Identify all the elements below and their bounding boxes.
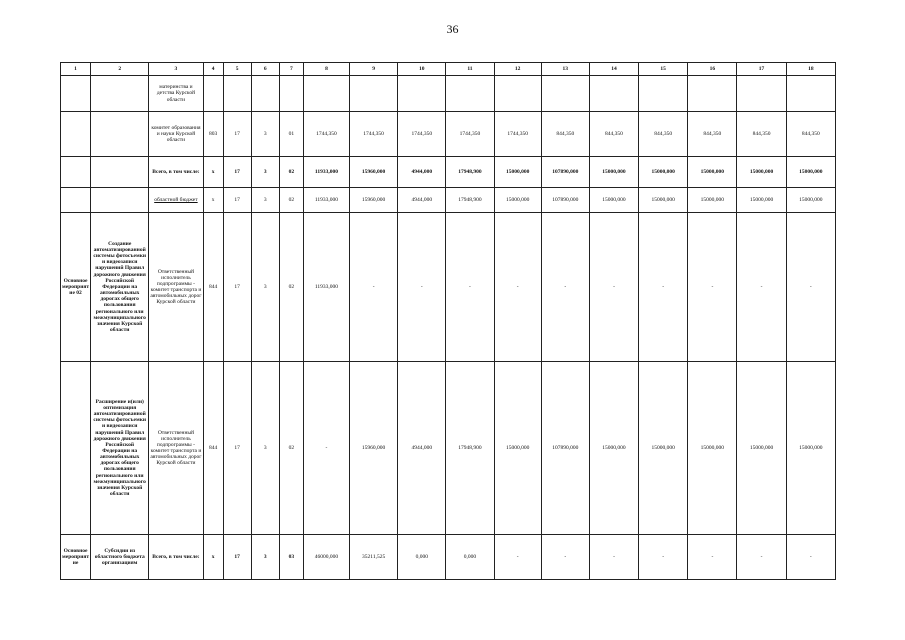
- table-cell: 3: [251, 188, 279, 213]
- table-cell: 844,350: [589, 112, 638, 157]
- header-cell: 16: [688, 63, 737, 76]
- table-cell: [251, 76, 279, 112]
- table-cell: [61, 112, 91, 157]
- table-cell: 11933,000: [303, 157, 349, 188]
- page-number: 36: [446, 22, 459, 36]
- table-cell: 15000,000: [494, 157, 541, 188]
- header-cell: 11: [446, 63, 494, 76]
- table-cell: Субсидии из областного бюджета организациям: [91, 535, 149, 580]
- table-cell: 02: [279, 188, 303, 213]
- table-cell: [589, 76, 638, 112]
- table-cell: 15000,000: [737, 157, 786, 188]
- table-cell: Расширение и(или) оптимизация автоматизированной системы фотосъемки и видеозаписи нарушений Правил дорожного движения Российской Федерации на автомобильных дорогах общего пользования регионального или межмуниципального значения Курской области: [91, 362, 149, 535]
- table-cell: областной бюджет: [149, 188, 203, 213]
- table-cell: 4944,000: [398, 362, 446, 535]
- table-cell: 15000,000: [639, 188, 688, 213]
- table-cell: 15960,000: [350, 157, 398, 188]
- header-cell: 10: [398, 63, 446, 76]
- table-cell: [303, 76, 349, 112]
- table-cell: -: [398, 213, 446, 362]
- table-cell: 3: [251, 112, 279, 157]
- table-cell: 17: [223, 112, 251, 157]
- table-cell: 15000,000: [688, 362, 737, 535]
- table-cell: -: [737, 213, 786, 362]
- table-cell: -: [786, 535, 835, 580]
- table-row: [61, 157, 836, 188]
- budget-table: [60, 62, 836, 580]
- table-cell: 02: [279, 213, 303, 362]
- table-cell: -: [494, 213, 541, 362]
- table-cell: 11933,000: [303, 213, 349, 362]
- table-cell: 4944,000: [398, 157, 446, 188]
- table-cell: 3: [251, 213, 279, 362]
- table-cell: 17948,900: [446, 157, 494, 188]
- table-cell: 15000,000: [786, 362, 835, 535]
- table-cell: 803: [203, 112, 223, 157]
- table-cell: комитет образования и науки Курской области: [149, 112, 203, 157]
- table-cell: 1744,350: [303, 112, 349, 157]
- table-cell: [688, 76, 737, 112]
- table-cell: Ответственный исполнитель подпрограммы - комитет транспорта и автомобильных дорог Курской области: [149, 362, 203, 535]
- table-cell: 17: [223, 362, 251, 535]
- table-cell: 844,350: [688, 112, 737, 157]
- table-row: [61, 188, 836, 213]
- table-cell: 15000,000: [494, 188, 541, 213]
- table-cell: [350, 76, 398, 112]
- header-cell: 4: [203, 63, 223, 76]
- table-cell: 844,350: [737, 112, 786, 157]
- header-cell: 17: [737, 63, 786, 76]
- table-cell: 107890,000: [541, 157, 589, 188]
- table-cell: [398, 76, 446, 112]
- table-cell: 46000,000: [303, 535, 349, 580]
- table-cell: 15000,000: [589, 188, 638, 213]
- table-cell: -: [589, 535, 638, 580]
- table-cell: 17: [223, 188, 251, 213]
- table-cell: 17948,900: [446, 362, 494, 535]
- header-cell: 18: [786, 63, 835, 76]
- header-row: [61, 63, 836, 76]
- header-cell: 1: [61, 63, 91, 76]
- table-cell: 15000,000: [737, 188, 786, 213]
- table-cell: 844: [203, 213, 223, 362]
- header-cell: 13: [541, 63, 589, 76]
- table-cell: 15000,000: [688, 157, 737, 188]
- table-cell: Ответственный исполнитель подпрограммы - комитет транспорта и автомобильных дорог Курской области: [149, 213, 203, 362]
- table-cell: 0,000: [446, 535, 494, 580]
- table-cell: 844: [203, 362, 223, 535]
- table-cell: -: [688, 535, 737, 580]
- table-cell: [91, 112, 149, 157]
- header-cell: 15: [639, 63, 688, 76]
- table-cell: 1744,350: [446, 112, 494, 157]
- table-cell: х: [203, 535, 223, 580]
- header-cell: 12: [494, 63, 541, 76]
- table-row: [61, 112, 836, 157]
- table-row: [61, 362, 836, 535]
- table-cell: [541, 76, 589, 112]
- table-cell: [61, 188, 91, 213]
- table-row: [61, 535, 836, 580]
- header-cell: 6: [251, 63, 279, 76]
- table-cell: [61, 157, 91, 188]
- table-cell: 17948,900: [446, 188, 494, 213]
- table-cell: 17: [223, 535, 251, 580]
- table-cell: 15960,000: [350, 362, 398, 535]
- table-cell: -: [639, 213, 688, 362]
- table-cell: [91, 157, 149, 188]
- table-cell: х: [203, 188, 223, 213]
- table-cell: 1744,350: [350, 112, 398, 157]
- table-cell: [91, 76, 149, 112]
- table-cell: 15000,000: [639, 362, 688, 535]
- table-cell: 107890,000: [541, 362, 589, 535]
- table-cell: 15000,000: [494, 362, 541, 535]
- table-cell: [786, 76, 835, 112]
- table-cell: [91, 188, 149, 213]
- header-cell: 9: [350, 63, 398, 76]
- table-cell: 15960,000: [350, 188, 398, 213]
- table-cell: 844,350: [541, 112, 589, 157]
- table-cell: Основное мероприятие: [61, 535, 91, 580]
- header-cell: 7: [279, 63, 303, 76]
- table-cell: 15000,000: [589, 157, 638, 188]
- table-cell: [639, 76, 688, 112]
- table-cell: 15000,000: [589, 362, 638, 535]
- table-cell: 844,350: [786, 112, 835, 157]
- table-cell: [446, 76, 494, 112]
- table-cell: 1744,350: [398, 112, 446, 157]
- table-cell: [61, 362, 91, 535]
- table-cell: [494, 76, 541, 112]
- table-cell: 4944,000: [398, 188, 446, 213]
- table-cell: 02: [279, 157, 303, 188]
- table-cell: х: [203, 157, 223, 188]
- table-cell: 1744,350: [494, 112, 541, 157]
- table-cell: -: [446, 213, 494, 362]
- table-cell: -: [737, 535, 786, 580]
- table-cell: 15000,000: [639, 157, 688, 188]
- table-cell: Всего, в том числе:: [149, 535, 203, 580]
- table-cell: [223, 76, 251, 112]
- table-row: [61, 213, 836, 362]
- table-cell: 35211,525: [350, 535, 398, 580]
- table-cell: -: [541, 535, 589, 580]
- table-cell: 15000,000: [737, 362, 786, 535]
- table-cell: [61, 76, 91, 112]
- table-cell: -: [303, 362, 349, 535]
- table-cell: -: [494, 535, 541, 580]
- table-cell: 17: [223, 213, 251, 362]
- table-row: [61, 76, 836, 112]
- header-cell: 2: [91, 63, 149, 76]
- table-cell: 02: [279, 362, 303, 535]
- table-cell: 15000,000: [786, 157, 835, 188]
- table-cell: 17: [223, 157, 251, 188]
- table-cell: 3: [251, 535, 279, 580]
- table-cell: 3: [251, 157, 279, 188]
- table-cell: -: [350, 213, 398, 362]
- header-cell: 5: [223, 63, 251, 76]
- table-cell: 0,000: [398, 535, 446, 580]
- table-cell: 03: [279, 535, 303, 580]
- table-cell: Всего, в том числе:: [149, 157, 203, 188]
- table-cell: -: [786, 213, 835, 362]
- table-cell: 15000,000: [688, 188, 737, 213]
- table-cell: 844,350: [639, 112, 688, 157]
- table-cell: 3: [251, 362, 279, 535]
- table-cell: [279, 76, 303, 112]
- table-cell: [203, 76, 223, 112]
- table-cell: материнства и детства Курской области: [149, 76, 203, 112]
- header-cell: 3: [149, 63, 203, 76]
- header-cell: 8: [303, 63, 349, 76]
- table-cell: 15000,000: [786, 188, 835, 213]
- table-cell: [737, 76, 786, 112]
- table-cell: Создание автоматизированной системы фотосъемки и видеозаписи нарушений Правил дорожного движения Российской Федерации на автомобильных дорогах общего пользования регионального или межмуниципального значения Курской области: [91, 213, 149, 362]
- table-cell: -: [541, 213, 589, 362]
- table-cell: -: [639, 535, 688, 580]
- table-cell: 107890,000: [541, 188, 589, 213]
- table-cell: 11933,000: [303, 188, 349, 213]
- header-cell: 14: [589, 63, 638, 76]
- table-cell: 01: [279, 112, 303, 157]
- table-cell: -: [589, 213, 638, 362]
- table-cell: Основное мероприятие 02: [61, 213, 91, 362]
- table-cell: -: [688, 213, 737, 362]
